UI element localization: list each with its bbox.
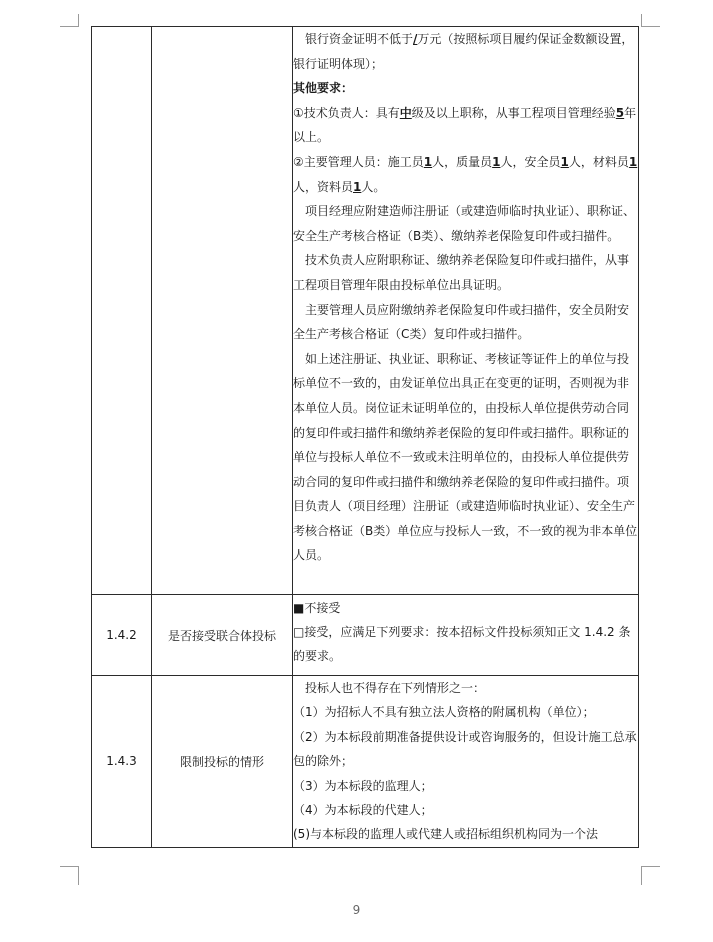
- clause-label: 限制投标的情形: [152, 676, 293, 848]
- tender-requirements-table: [91, 26, 639, 848]
- restriction-item: （4）为本标段的代建人；: [293, 803, 433, 818]
- bank-fund-requirement: 银行资金证明不低于/万元（按照标项目履约保证金数额设置，银行证明体现）；: [293, 32, 634, 71]
- clause-number: 1.4.3: [92, 676, 152, 848]
- clause-number: 1.4.2: [92, 595, 152, 676]
- restriction-intro: 投标人也不得存在下列情形之一：: [305, 681, 486, 695]
- restriction-item: (5)与本标段的监理人或代建人或招标组织机构同为一个法: [293, 827, 599, 842]
- clause-label: 是否接受联合体投标: [152, 595, 293, 676]
- restriction-item: （1）为招标人不具有独立法人资格的附属机构（单位）；: [293, 705, 595, 720]
- restriction-item: （2）为本标段前期准备提供设计或咨询服务的，但设计施工总承包的除外；: [293, 729, 637, 769]
- table-row-1-4-3: [92, 676, 639, 848]
- number-cell-empty: [92, 27, 152, 595]
- key-staff-documents: 主要管理人员应附缴纳养老保险复印件或扫描件，安全员附安全生产考核合格证（C类）复印件或扫描件。: [293, 302, 630, 342]
- project-manager-documents: 项目经理应附建造师注册证（或建造师临时执业证）、职称证、安全生产考核合格证（B类）、缴纳养老保险复印件或扫描件。: [293, 204, 636, 243]
- crop-mark-top-right: [641, 14, 660, 27]
- other-requirements-heading: 其他要求：: [293, 81, 354, 96]
- certificate-unit-rules: 如上述注册证、执业证、职称证、考核证等证件上的单位与投标单位不一致的，由发证单位出具正在变更的证明，否则视为非本单位人员。岗位证未证明单位的，由投标人单位提供劳动合同的复印件或扫描件和缴纳养老保险的复印件或扫描件。职称证的单位与投标人单位不一致或未注明单位的，由投标人单位提供劳动合同的复印件或扫描件和缴纳养老保险的复印件或扫描件。项目负责人（项目经理）注册证（或建造师临时执业证）、安全生产考核合格证（B类）单位应与投标人一致，不一致的视为非本单位人员。: [293, 351, 638, 563]
- option-accept: □接受，应满足下列要求：按本招标文件投标须知正文 1.4.2 条的要求。: [293, 625, 631, 663]
- requirements-cell: [293, 27, 639, 595]
- technical-lead-requirement: ①技术负责人：具有中级及以上职称，从事工程项目管理经验5年以上。: [293, 105, 637, 145]
- technical-lead-documents: 技术负责人应附职称证、缴纳养老保险复印件或扫描件，从事工程项目管理年限由投标单位出具证明。: [293, 253, 630, 292]
- key-staff-requirement: ②主要管理人员：施工员1人，质量员1人，安全员1人，材料员1人，资料员1人。: [293, 154, 638, 194]
- table-row-1-4-1-continued: [92, 27, 639, 595]
- crop-mark-top-left: [60, 14, 79, 27]
- restriction-list-cell: [293, 676, 639, 848]
- table-row-1-4-2: [92, 595, 639, 676]
- crop-mark-bottom-right: [641, 866, 660, 885]
- page-number: 9: [352, 903, 361, 917]
- restriction-item: （3）为本标段的监理人；: [293, 778, 433, 793]
- consortium-options-cell: [293, 595, 639, 676]
- label-cell-empty: [152, 27, 293, 595]
- crop-mark-bottom-left: [60, 866, 79, 885]
- option-not-accept: ■不接受: [293, 601, 341, 615]
